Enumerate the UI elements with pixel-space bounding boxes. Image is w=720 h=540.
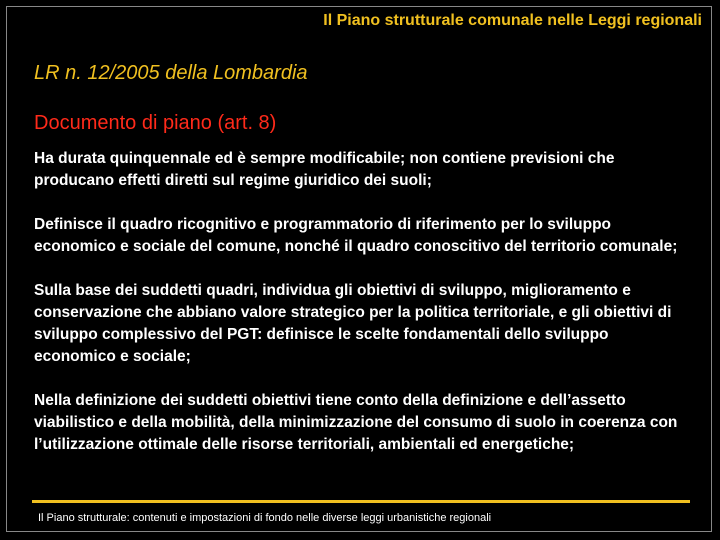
slide-subtitle: LR n. 12/2005 della Lombardia: [34, 62, 308, 84]
content-body: [34, 148, 694, 478]
section-title: Documento di piano (art. 8): [34, 112, 277, 134]
paragraph-2: Definisce il quadro ricognitivo e programmatorio di riferimento per lo sviluppo economico e sociale del comune, nonché il quadro conoscitivo del territorio comunale;: [34, 216, 678, 255]
paragraph-3: Sulla base dei suddetti quadri, individua gli obiettivi di sviluppo, miglioramento e conservazione che abbiano valore strategico per la politica territoriale, e gli obiettivi di sviluppo complessivo del PGT: definisce le scelte fondamentali dello sviluppo economico e sociale;: [34, 282, 672, 365]
slide-header-title: Il Piano strutturale comunale nelle Leggi regionali: [323, 12, 702, 29]
paragraph-4: Nella definizione dei suddetti obiettivi tiene conto della definizione e dell’assetto viabilistico e della mobilità, della minimizzazione del consumo di suolo in coerenza con l’utilizzazione ottimale delle risorse territoriali, ambientali ed energetiche;: [34, 392, 678, 453]
footer-divider: [32, 500, 690, 503]
paragraph-1: Ha durata quinquennale ed è sempre modificabile; non contiene previsioni che producano effetti diretti sul regime giuridico dei suoli;: [34, 150, 615, 189]
slide-footer: Il Piano strutturale: contenuti e impostazioni di fondo nelle diverse leggi urbanistiche regionali: [38, 512, 492, 524]
